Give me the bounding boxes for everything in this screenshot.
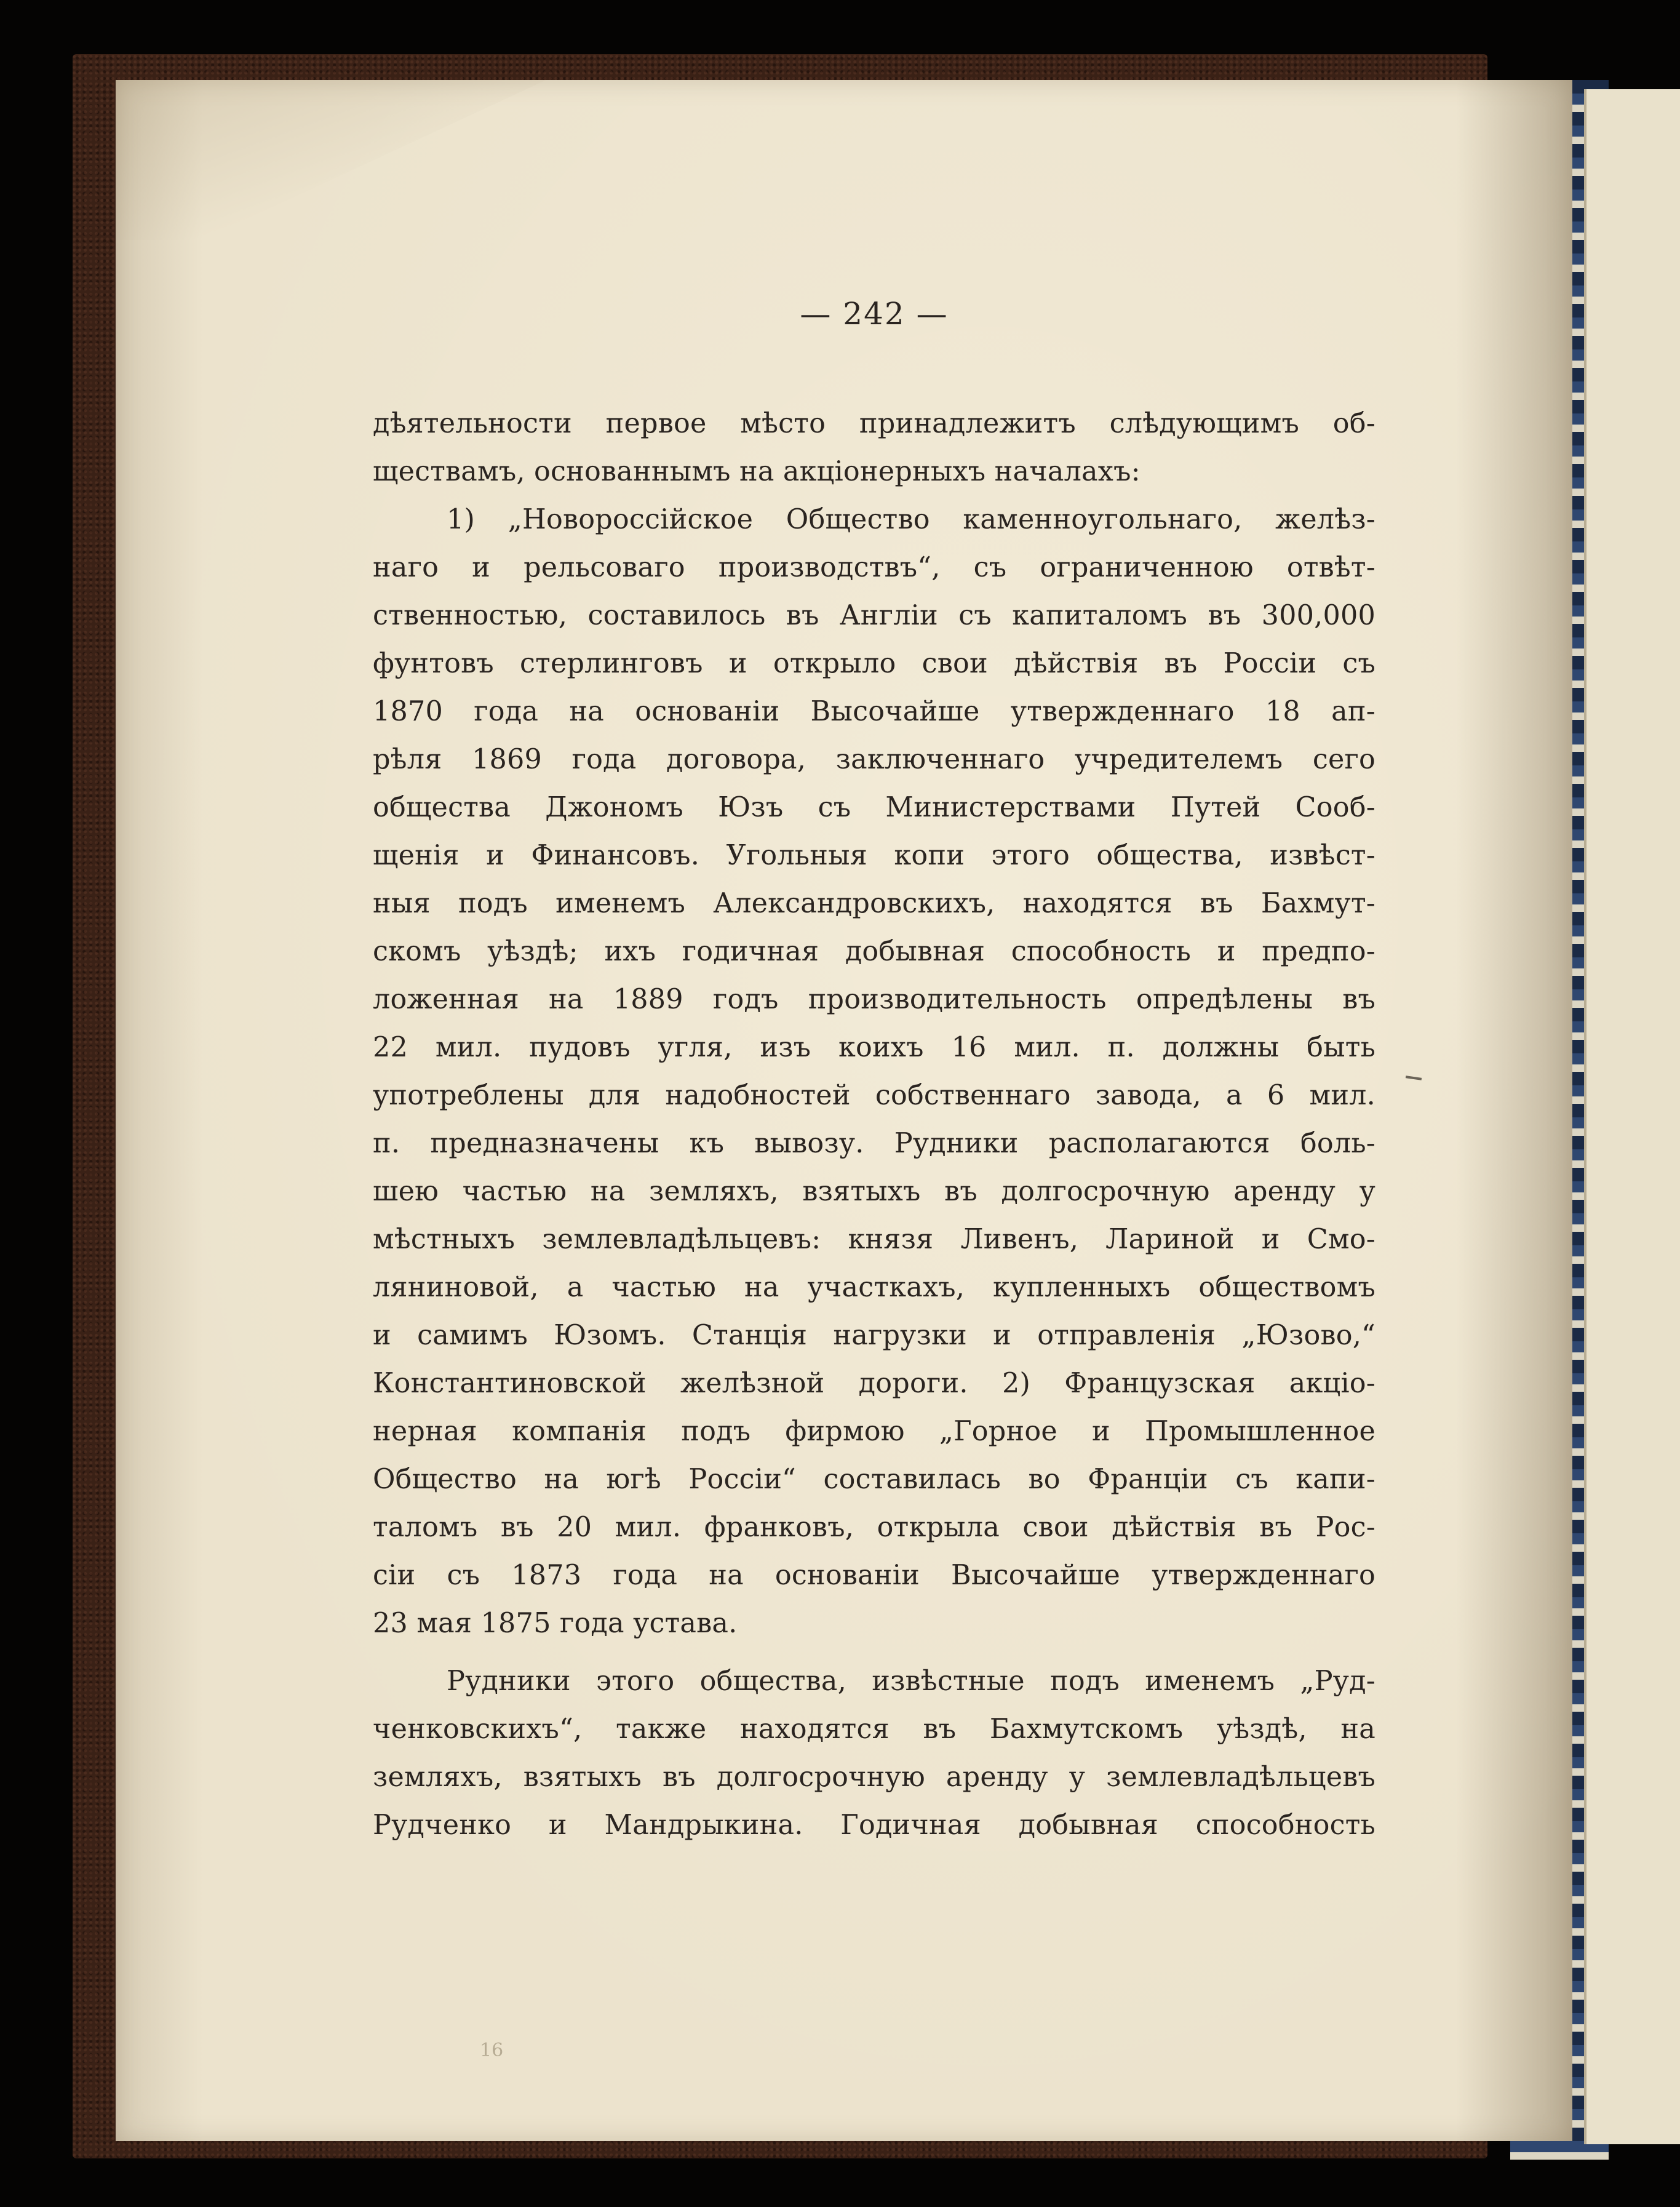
paragraph-gap (373, 1648, 1375, 1658)
text-line: скомъ уѣздѣ; ихъ годичная добывная способность и предпо- (373, 936, 1375, 967)
footer-mark: 16 (480, 2040, 504, 2061)
text-line: 1870 года на основаніи Высочайше утвержденнаго 18 ап- (373, 696, 1375, 727)
text-lines (373, 400, 1375, 1850)
page-text (373, 283, 1375, 1850)
text-line: общества Джономъ Юзъ съ Министерствами Путей Сооб- (373, 792, 1375, 823)
text-line: шею частью на земляхъ, взятыхъ въ долгосрочную аренду у (373, 1176, 1375, 1207)
next-page-edge (1584, 89, 1680, 2144)
text-line: ныя подъ именемъ Александровскихъ, находятся въ Бахмут- (373, 888, 1375, 919)
text-line: Рудченко и Мандрыкина. Годичная добывная способность (373, 1810, 1375, 1841)
text-line: нерная компанія подъ фирмою „Горное и Промышленное (373, 1416, 1375, 1447)
text-line: ляниновой, а частью на участкахъ, купленныхъ обществомъ (373, 1272, 1375, 1303)
text-line: таломъ въ 20 мил. франковъ, открыла свои дѣйствія въ Рос- (373, 1512, 1375, 1543)
text-line: щенія и Финансовъ. Угольныя копи этого общества, извѣст- (373, 840, 1375, 871)
text-line: мѣстныхъ землевладѣльцевъ: князя Ливенъ, Лариной и Смо- (373, 1224, 1375, 1255)
text-line: Константиновской желѣзной дороги. 2) Французская акціо- (373, 1368, 1375, 1399)
text-line: фунтовъ стерлинговъ и открыло свои дѣйствія въ Россіи съ (373, 648, 1375, 679)
text-line: 22 мил. пудовъ угля, изъ коихъ 16 мил. п. должны быть (373, 1032, 1375, 1063)
text-line: 23 мая 1875 года устава. (373, 1608, 738, 1639)
text-line: дѣятельности первое мѣсто принадлежитъ слѣдующимъ об- (373, 408, 1375, 439)
text-line: п. предназначены къ вывозу. Рудники располагаются боль- (373, 1128, 1375, 1159)
text-line: и самимъ Юзомъ. Станція нагрузки и отправленія „Юзово,“ (373, 1320, 1375, 1351)
page-number: — 242 — (800, 296, 949, 332)
text-line: употреблены для надобностей собственнаго завода, а 6 мил. (373, 1080, 1375, 1111)
text-line: ченковскихъ“, также находятся въ Бахмутскомъ уѣздѣ, на (373, 1714, 1375, 1745)
text-line: сіи съ 1873 года на основаніи Высочайше утвержденнаго (373, 1560, 1375, 1591)
text-line: Общество на югѣ Россіи“ составилась во Франціи съ капи- (373, 1464, 1375, 1495)
text-line: ственностью, составилось въ Англіи съ капиталомъ въ 300,000 (373, 600, 1375, 631)
text-line: рѣля 1869 года договора, заключеннаго учредителемъ сего (373, 744, 1375, 775)
text-line: земляхъ, взятыхъ въ долгосрочную аренду у землевладѣльцевъ (373, 1762, 1375, 1793)
text-line: наго и рельсоваго производствъ“, съ ограниченною отвѣт- (373, 552, 1375, 583)
text-line: ществамъ, основаннымъ на акціонерныхъ началахъ: (373, 456, 1141, 487)
text-line: ложенная на 1889 годъ производительность опредѣлены въ (373, 984, 1375, 1015)
text-line: Рудники этого общества, извѣстные подъ именемъ „Руд- (447, 1666, 1375, 1697)
text-line: 1) „Новороссійское Общество каменноугольнаго, желѣз- (447, 504, 1375, 535)
